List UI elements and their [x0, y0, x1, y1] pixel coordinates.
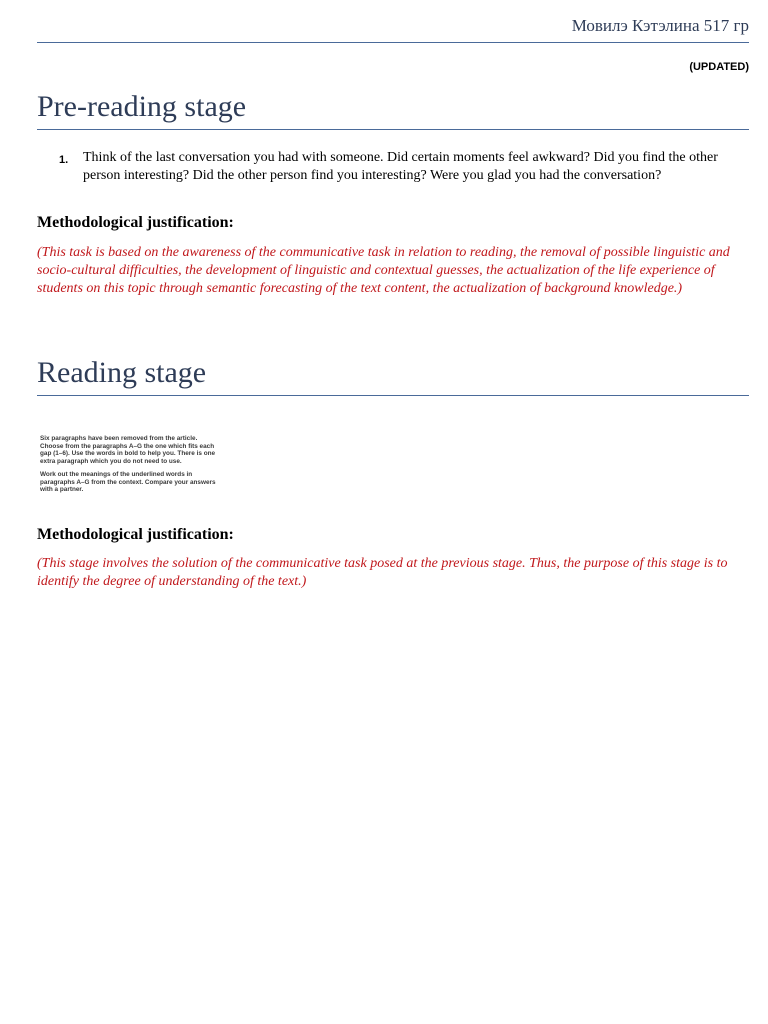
- updated-label: (UPDATED): [689, 61, 749, 73]
- reading-task-image: [37, 431, 217, 511]
- pre-reading-justification-heading: Methodological justification:: [37, 214, 234, 231]
- pre-reading-justification-text: (This task is based on the awareness of the communicative task in relation to reading, the removal of possible linguistic and socio-cultural difficulties, the development of linguistic and contextual guesses, the actualization of the life experience of students on this topic through semantic forecasting of the text content, the actualization of background knowledge.): [37, 245, 730, 296]
- list-item: [37, 149, 749, 185]
- header-title: Мовилэ Кэтэлина 517 гр: [571, 16, 749, 35]
- list-item-text: Think of the last conversation you had with someone. Did certain moments feel awkward? Did you find the other person interesting? Did the other person find you interesting? Were you glad you had the conversation?: [83, 150, 718, 183]
- task-image-paragraph: Six paragraphs have been removed from the article. Choose from the paragraphs A–G the one which fits each gap (1–6). Use the words in bold to help you. There is one extra paragraph which you do not need to use.: [40, 435, 216, 466]
- reading-justification-text: (This stage involves the solution of the communicative task posed at the previous stage. Thus, the purpose of this stage is to identify the degree of understanding of the text.): [37, 556, 728, 589]
- reading-heading: Reading stage: [37, 355, 749, 396]
- list-item-number: 1.: [59, 154, 69, 166]
- task-image-paragraph: Work out the meanings of the underlined words in paragraphs A–G from the context. Compare your answers with a partner.: [40, 470, 216, 494]
- page-header: [37, 14, 749, 43]
- pre-reading-task-list: [37, 149, 749, 185]
- pre-reading-heading: Pre-reading stage: [37, 89, 749, 130]
- reading-justification-heading: Methodological justification:: [37, 526, 234, 543]
